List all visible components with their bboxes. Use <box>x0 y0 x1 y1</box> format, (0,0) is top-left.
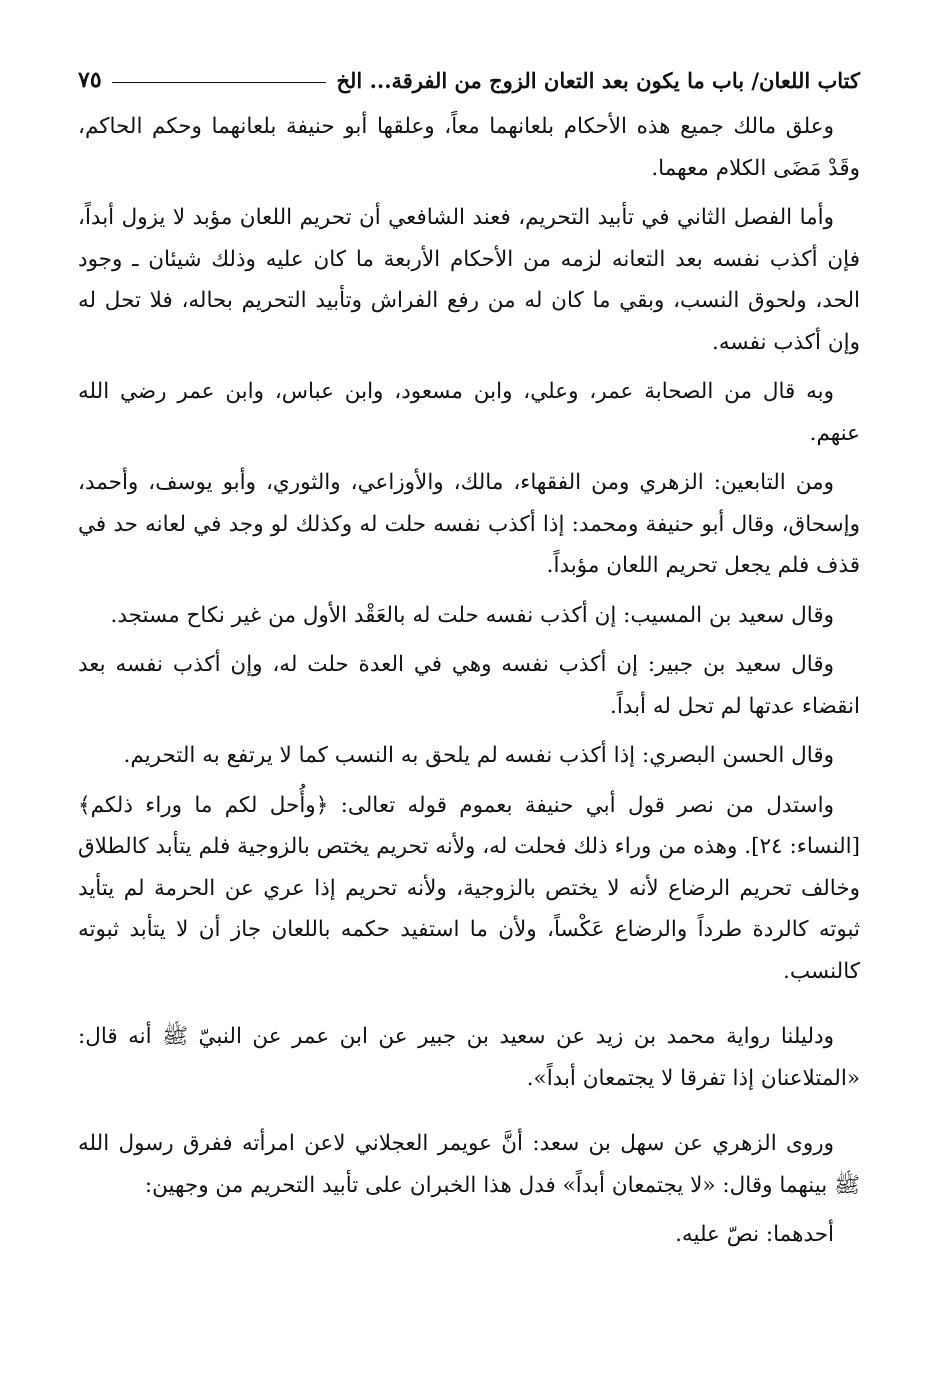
paragraph-2: وأما الفصل الثاني في تأبيد التحريم، فعند الشافعي أن تحريم اللعان مؤبد لا يزول أبداً، فإن أكذب نفسه بعد التعانه لزمه من الأحكام الأربعة ما كان عليه وذلك شيئان ـ وجود الحد، ولحوق النسب، وبقي ما كان له من رفع الفراش وتأبيد التحريم بحاله، فلا تحل له وإن أكذب نفسه. <box>78 205 860 355</box>
header-rule <box>112 82 327 83</box>
paragraph-3: وبه قال من الصحابة عمر، وعلي، وابن مسعود، وابن عباس، وابن عمر رضي الله عنهم. <box>78 379 860 446</box>
chapter-title: كتاب اللعان/ باب ما يكون بعد التعان الزوج من الفرقة... الخ <box>336 67 860 93</box>
paragraph-7: وقال الحسن البصري: إذا أكذب نفسه لم يلحق به النسب كما لا يرتفع به التحريم. <box>123 743 834 768</box>
page-number: ٧٥ <box>78 67 102 93</box>
paragraph-6: وقال سعيد بن جبير: إن أكذب نفسه وهي في العدة حلت له، وإن أكذب نفسه بعد انقضاء عدتها لم تحل له أبداً. <box>78 652 860 719</box>
body-text <box>78 106 860 1256</box>
paragraph-4: ومن التابعين: الزهري ومن الفقهاء، مالك، والأوزاعي، والثوري، وأبو يوسف، وأحمد، وإسحاق، وقال أبو حنيفة ومحمد: إذا أكذب نفسه حلت له وكذلك لو وجد في لعانه حد في قذف فلم يجعل تحريم اللعان مؤبداً. <box>78 470 860 578</box>
paragraph-1: وعلق مالك جميع هذه الأحكام بلعانهما معاً، وعلقها أبو حنيفة بلعانهما وحكم الحاكم، وقَدْ مَضَى الكلام معهما. <box>78 114 860 181</box>
paragraph-9: ودليلنا رواية محمد بن زيد عن سعيد بن جبير عن ابن عمر عن النبيّ ﷺ أنه قال: «المتلاعنان إذا تفرقا لا يجتمعان أبداً». <box>78 1024 860 1091</box>
paragraph-10: وروى الزهري عن سهل بن سعد: أنَّ عويمر العجلاني لاعن امرأته ففرق رسول الله ﷺ بينهما وقال: «لا يجتمعان أبداً» فدل هذا الخبران على تأبيد التحريم من وجهين: <box>78 1131 860 1198</box>
paragraph-8: واستدل من نصر قول أبي حنيفة بعموم قوله تعالى: ﴿وأُحل لكم ما وراء ذلكم﴾ [النساء: ٢٤]. وهذه من وراء ذلك فحلت له، ولأنه تحريم يختص بالزوجية فلم يتأبد كالطلاق وخالف تحريم الرضاع لأنه لا يختص بالزوجية، ولأنه تحريم إذا عري عن الحرمة لم يتأيد ثبوته كالردة طرداً والرضاع عَكْساً، ولأن ما استفيد حكمه باللعان جاز أن لا يتأبد ثبوته كالنسب. <box>78 792 860 984</box>
running-header <box>78 60 860 100</box>
paragraph-11: أحدهما: نصّ عليه. <box>675 1222 834 1247</box>
paragraph-5: وقال سعيد بن المسيب: إن أكذب نفسه حلت له بالعَقْد الأول من غير نكاح مستجد. <box>110 602 834 628</box>
